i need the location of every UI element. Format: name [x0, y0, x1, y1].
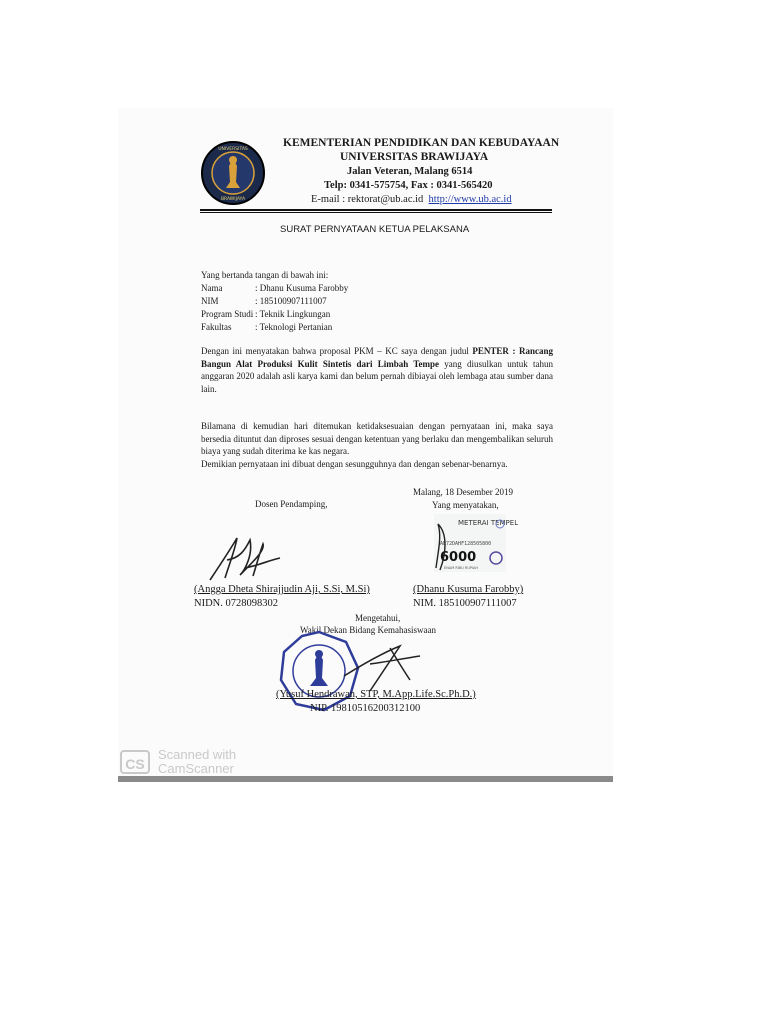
dean-name — [276, 689, 476, 700]
website-link[interactable]: http://www.ub.ac.id — [428, 194, 512, 205]
watermark-line1: Scanned with — [158, 747, 237, 762]
advisor-id: NIDN. 0728098302 — [194, 598, 278, 609]
field-label-nim: NIM — [201, 296, 219, 306]
field-label-program: Program Studi — [201, 309, 254, 319]
email: E-mail : rektorat@ub.ac.id — [311, 194, 424, 205]
declarant-id: NIM. 185100907111007 — [413, 598, 517, 609]
advisor-signature — [205, 530, 285, 590]
field-value-faculty: : Teknologi Pertanian — [255, 322, 333, 332]
scan-bottom-edge — [118, 776, 613, 782]
camscanner-watermark — [158, 748, 236, 776]
university-name: UNIVERSITAS BRAWIJAYA — [340, 151, 489, 163]
place-date: Malang, 18 Desember 2019 — [413, 487, 513, 497]
letterhead-rule-thick — [200, 209, 552, 211]
field-value-name: : Dhanu Kusuma Farobby — [255, 283, 349, 293]
paragraph-closing: Demikian pernyataan ini dibuat dengan sesungguhnya dan dengan sebenar-benarnya. — [201, 459, 508, 469]
materai-title: METERAI TEMPEL — [458, 519, 519, 527]
svg-text:BRAWIJAYA: BRAWIJAYA — [220, 197, 246, 202]
paragraph-statement-end: yang diusulkan untuk tahun anggaran 2020 adalah asli karya kami dan belum pernah dibiayai oleh lembaga atau sumber dana lain. — [201, 358, 553, 394]
ministry-name: KEMENTERIAN PENDIDIKAN DAN KEBUDAYAAN — [283, 137, 560, 149]
paragraph-liability: Bilamana di kemudian hari ditemukan ketidaksesuaian dengan pernyataan ini, maka saya bersedia dituntut dan diproses sesuai dengan ketentuan yang berlaku dan mengembalikan seluruh biaya yang sudah diterima ke kas negara. — [201, 421, 553, 456]
declarant-name — [413, 584, 523, 595]
dean-name-text: (Yusuf Hendrawan, STP, M.App.Life.Sc.Ph.D.) — [276, 689, 476, 700]
acknowledge-label: Mengetahui, — [355, 613, 401, 623]
declarant-name-text: (Dhanu Kusuma Farobby) — [413, 584, 524, 595]
email-line — [311, 194, 512, 205]
paragraph-statement — [201, 345, 553, 395]
materai-sub: ENAM RIBU RUPIAH — [444, 566, 479, 570]
phone-fax: Telp: 0341-575754, Fax : 0341-565420 — [324, 180, 493, 191]
advisor-role: Dosen Pendamping, — [255, 499, 328, 509]
advisor-name-text: (Angga Dheta Shirajjudin Aji, S.Si, M.Si) — [194, 584, 370, 595]
watermark-line2: CamScanner — [158, 761, 234, 776]
dean-signature — [340, 636, 430, 696]
paragraph-statement-start: Dengan ini menyatakan bahwa proposal PKM – KC saya dengan judul — [201, 346, 473, 356]
dean-id: NIP. 19810516200312100 — [310, 703, 421, 714]
dean-role: Wakil Dekan Bidang Kemahasiswaan — [300, 625, 436, 635]
proposal-title: PENTER : Rancang Bangun Alat Produksi Kulit Sintetis dari Limbah Tempe — [201, 346, 553, 369]
materai-code: AE72DAHF128505800 — [440, 541, 492, 547]
materai-stamp — [434, 514, 519, 572]
advisor-name — [194, 584, 370, 595]
letterhead-rule-thin — [200, 212, 552, 213]
intro-text: Yang bertanda tangan di bawah ini: — [201, 270, 329, 280]
materai-value: 6000 — [440, 550, 477, 565]
address: Jalan Veteran, Malang 6514 — [347, 166, 473, 177]
field-value-program: : Teknik Lingkungan — [255, 309, 331, 319]
field-label-name: Nama — [201, 283, 223, 293]
field-label-faculty: Fakultas — [201, 322, 232, 332]
declarant-role: Yang menyatakan, — [432, 500, 499, 510]
camscanner-logo: CS — [120, 750, 150, 774]
svg-text:UNIVERSITAS: UNIVERSITAS — [218, 147, 248, 152]
document-title: SURAT PERNYATAAN KETUA PELAKSANA — [280, 224, 470, 235]
university-logo — [200, 140, 266, 206]
field-value-nim: : 185100907111007 — [255, 296, 327, 306]
